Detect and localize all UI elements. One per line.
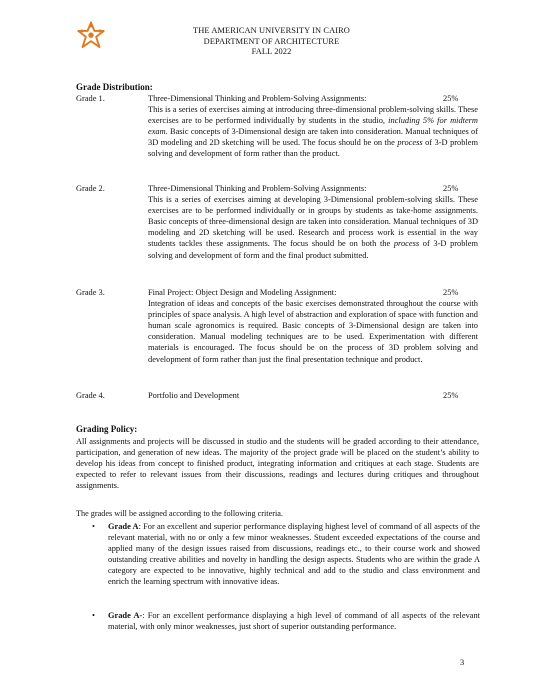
grade-heading: Final Project: Object Design and Modeling Assignment: (148, 288, 337, 297)
header-department: DEPARTMENT OF ARCHITECTURE (203, 36, 340, 46)
criteria-text: : For an excellent performance displaying a high level of command of all aspects of the relevant material, with only minor weaknesses, just short of superior outstanding performance. (108, 611, 481, 632)
grade-description: This is a series of exercises aiming at introducing three-dimensional problem-solving skills. These exercises are to be performed individually by students in the studio, including 5% for midterm exam. Basic concepts of 3-Dimensional design are taken into consideration. Manual techniques of 3D modeling and 2D sketching will be used. The focus should be on the process of 3-D problem solving and development of form rather than the product. (148, 105, 478, 159)
grade-distribution-title: Grade Distribution: (76, 82, 153, 92)
bullet-icon: • (92, 522, 95, 531)
header-term: FALL 2022 (251, 47, 292, 56)
criteria-text: : For an excellent and superior performance displaying highest level of command of all aspects of the relevant material, with no or only a few minor weaknesses. Student exceeded expectations of the course and applied many of the design issues raised from discussions, readings etc., to their course work and showed outstanding creative abilities and novelty in handling the design aspects. Students who are within the grade A category are expected to be innovative, highly technical and add to the studio and class environment and enrich the learning spectrum with innovative ideas. (108, 522, 480, 587)
grade-percent: 25% (443, 391, 459, 400)
grade-percent: 25% (443, 184, 459, 193)
university-logo (74, 19, 108, 53)
grade-heading: Three-Dimensional Thinking and Problem-Solving Assignments: (148, 184, 367, 193)
bullet-icon: • (92, 611, 95, 620)
criteria-grade: Grade A (108, 522, 139, 531)
grading-policy-title: Grading Policy: (76, 424, 138, 434)
header-university: THE AMERICAN UNIVERSITY IN CAIRO (193, 26, 350, 35)
grade-heading: Three-Dimensional Thinking and Problem-Solving Assignments: (148, 94, 367, 103)
grade-percent: 25% (443, 288, 459, 297)
page-number: 3 (460, 658, 465, 667)
grade-label: Grade 4. (76, 391, 105, 400)
grade-heading: Portfolio and Development (148, 391, 240, 400)
criteria-grade: Grade A- (108, 611, 143, 620)
grade-description: This is a series of exercises aiming at developing 3-Dimensional problem-solving skills. These exercises are to be performed individually or in groups by students as take-home assignments. Basic concepts of three-dimensional design are taken into consideration. Manual techniques of 3D modeling and 2D sketching will be used. Research and process work is essential in the way students tackles these assignments. The focus should be on both the process of 3-D problem solving and development of form and the final product submitted. (148, 195, 478, 260)
grade-description: Integration of ideas and concepts of the basic exercises demonstrated throughout the course with principles of space analysis. A high level of abstraction and exploration of space with function and human scale agronomics is required. Basic concepts of 3-Dimensional design are taken into consideration. Manual modeling techniques are to be used. Experimentation with different materials is encouraged. The focus should be on the process of 3D problem solving and development of form rather than just the final presentation technique and product. (148, 299, 478, 364)
grade-label: Grade 2. (76, 184, 105, 193)
criteria-intro: The grades will be assigned according to the following criteria. (76, 509, 283, 518)
grade-label: Grade 3. (76, 288, 105, 297)
grade-label: Grade 1. (76, 94, 105, 103)
grading-policy-paragraph: All assignments and projects will be discussed in studio and the students will be graded according to their attendance, participation, and generation of new ideas. The majority of the project grade will be placed on the student’s ability to develop his ideas from concept to finished product, integrating information and critiques at each stage. Students are expected to refer to relevant issues from their discussions, readings and lectures during critiques and throughout assignments. (76, 437, 479, 491)
document-header (140, 26, 403, 58)
grade-percent: 25% (443, 94, 459, 103)
